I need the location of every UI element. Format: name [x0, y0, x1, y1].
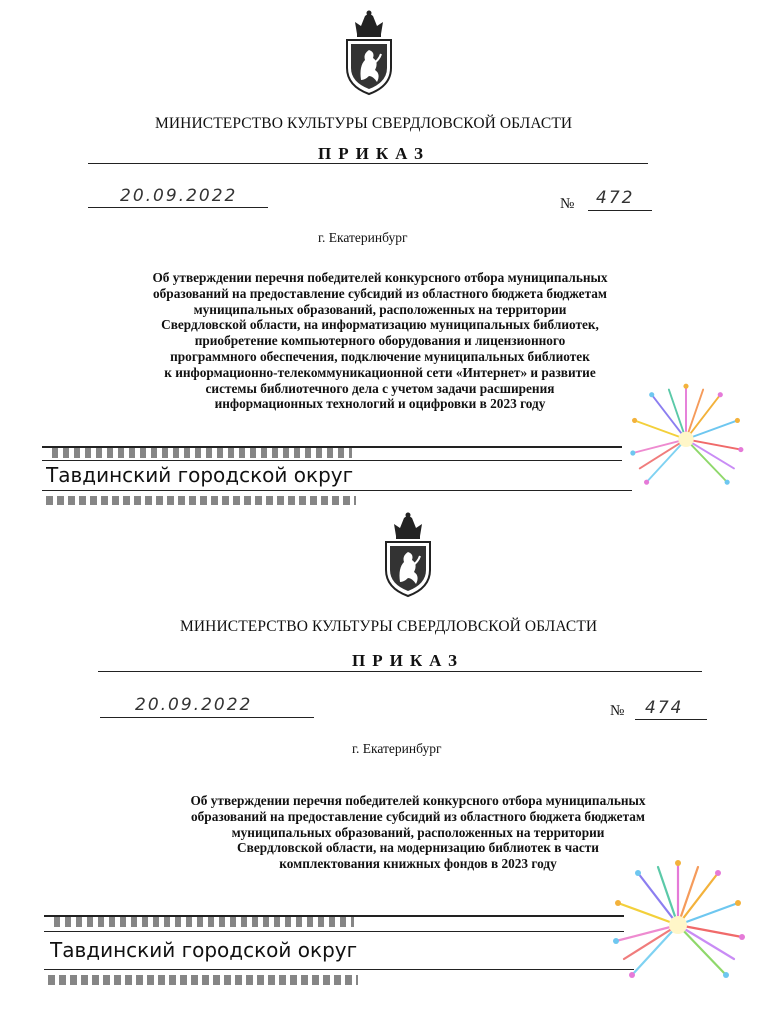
number-underline [635, 719, 707, 720]
title-line: Свердловской области, на модернизацию библиотек в части [237, 840, 599, 856]
document-type: ПРИКАЗ [318, 144, 430, 163]
city-name: г. Екатеринбург [352, 741, 442, 756]
table-rule [44, 931, 624, 932]
header-rule [98, 671, 702, 672]
cropped-table-row-below [44, 973, 374, 985]
number-label: № [610, 703, 625, 719]
coat-of-arms-emblem [343, 10, 395, 98]
title-line: комплектования книжных фондов в 2023 году [279, 856, 557, 872]
ministry-name: МИНИСТЕРСТВО КУЛЬТУРЫ СВЕРДЛОВСКОЙ ОБЛАСТИ [155, 115, 573, 132]
table-rule [42, 460, 622, 461]
municipality-row: Тавдинский городской округ [50, 938, 358, 962]
title-line: Об утверждении перечня победителей конкурсного отбора муниципальных [152, 270, 608, 285]
ministry-name: МИНИСТЕРСТВО КУЛЬТУРЫ СВЕРДЛОВСКОЙ ОБЛАСТИ [180, 618, 598, 635]
city-name: г. Екатеринбург [318, 230, 408, 245]
title-line: к информационно-телекоммуникационной сети «Интернет» и развитие [164, 364, 596, 380]
coat-of-arms-emblem [382, 510, 434, 602]
fireworks-sticker [608, 855, 748, 985]
number-label: № [560, 196, 575, 212]
handwritten-number: 472 [596, 188, 635, 208]
handwritten-date: 20.09.2022 [135, 695, 253, 715]
title-line: муниципальных образований, расположенных на территории [231, 824, 605, 840]
number-underline [588, 210, 652, 211]
date-underline [88, 207, 268, 208]
title-line: муниципальных образований, расположенных на территории [193, 301, 567, 317]
date-underline [100, 717, 314, 718]
title-line: образований на предоставление субсидий из областного бюджета бюджетам [191, 808, 645, 824]
cropped-table-row-above [44, 913, 624, 927]
title-line: Свердловской области, на информатизацию муниципальных библиотек, [161, 317, 599, 333]
document-type: ПРИКАЗ [352, 651, 464, 670]
handwritten-number: 474 [645, 698, 684, 718]
title-line: программного обеспечения, подключение муниципальных библиотек [170, 348, 590, 364]
table-rule [44, 969, 634, 970]
fireworks-sticker [626, 370, 746, 500]
title-line: информационных технологий и оцифровки в 2023 году [214, 396, 546, 412]
order-document-474 [0, 505, 768, 1024]
cropped-table-row-below [42, 494, 372, 505]
table-rule [42, 490, 632, 491]
title-line: системы библиотечного дела с учетом задачи расширения [205, 380, 555, 396]
municipality-row: Тавдинский городской округ [46, 463, 354, 487]
title-line: образований на предоставление субсидий из областного бюджета бюджетам [153, 285, 607, 301]
order-document-472 [0, 0, 768, 505]
title-line: Об утверждении перечня победителей конкурсного отбора муниципальных [190, 793, 646, 808]
order-title [80, 270, 680, 412]
handwritten-date: 20.09.2022 [120, 186, 238, 206]
cropped-table-row-above [42, 444, 622, 458]
title-line: приобретение компьютерного оборудования и лицензионного [194, 333, 566, 349]
